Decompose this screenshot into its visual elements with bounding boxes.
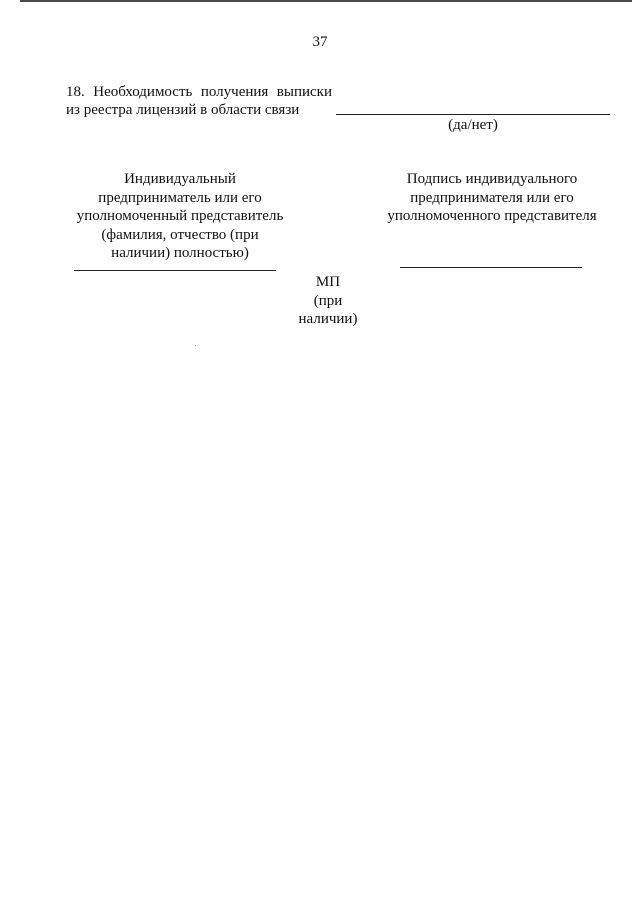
scan-speck [195, 345, 196, 346]
caption-line: Подпись индивидуального [406, 171, 578, 187]
stamp-line: наличии) [298, 311, 358, 327]
item-18-label-line-2: из реестра лицензий в области связи [66, 102, 300, 118]
name-blank-line[interactable] [74, 270, 276, 271]
signature-blank-line[interactable] [400, 267, 582, 268]
page-top-rule [20, 0, 632, 2]
caption-line: наличии) полностью) [111, 245, 249, 261]
signature-caption [372, 170, 612, 226]
representative-name-caption [60, 170, 300, 263]
answer-caption: (да/нет) [448, 117, 498, 133]
stamp-line: МП [315, 274, 341, 290]
stamp-line: (при [313, 292, 343, 309]
answer-blank-line[interactable] [336, 114, 610, 115]
caption-line: (фамилия, отчество (при [101, 226, 259, 243]
item-18-label-line-1: 18. Необходимость получения выписки [66, 84, 332, 100]
caption-line: Индивидуальный [124, 171, 236, 187]
caption-line: уполномоченный представитель [76, 208, 284, 224]
page-number: 37 [312, 34, 328, 50]
caption-line: уполномоченного представителя [387, 208, 597, 224]
caption-line: предприниматель или его [98, 189, 262, 206]
stamp-placeholder [268, 273, 388, 329]
caption-line: предпринимателя или его [410, 189, 574, 206]
